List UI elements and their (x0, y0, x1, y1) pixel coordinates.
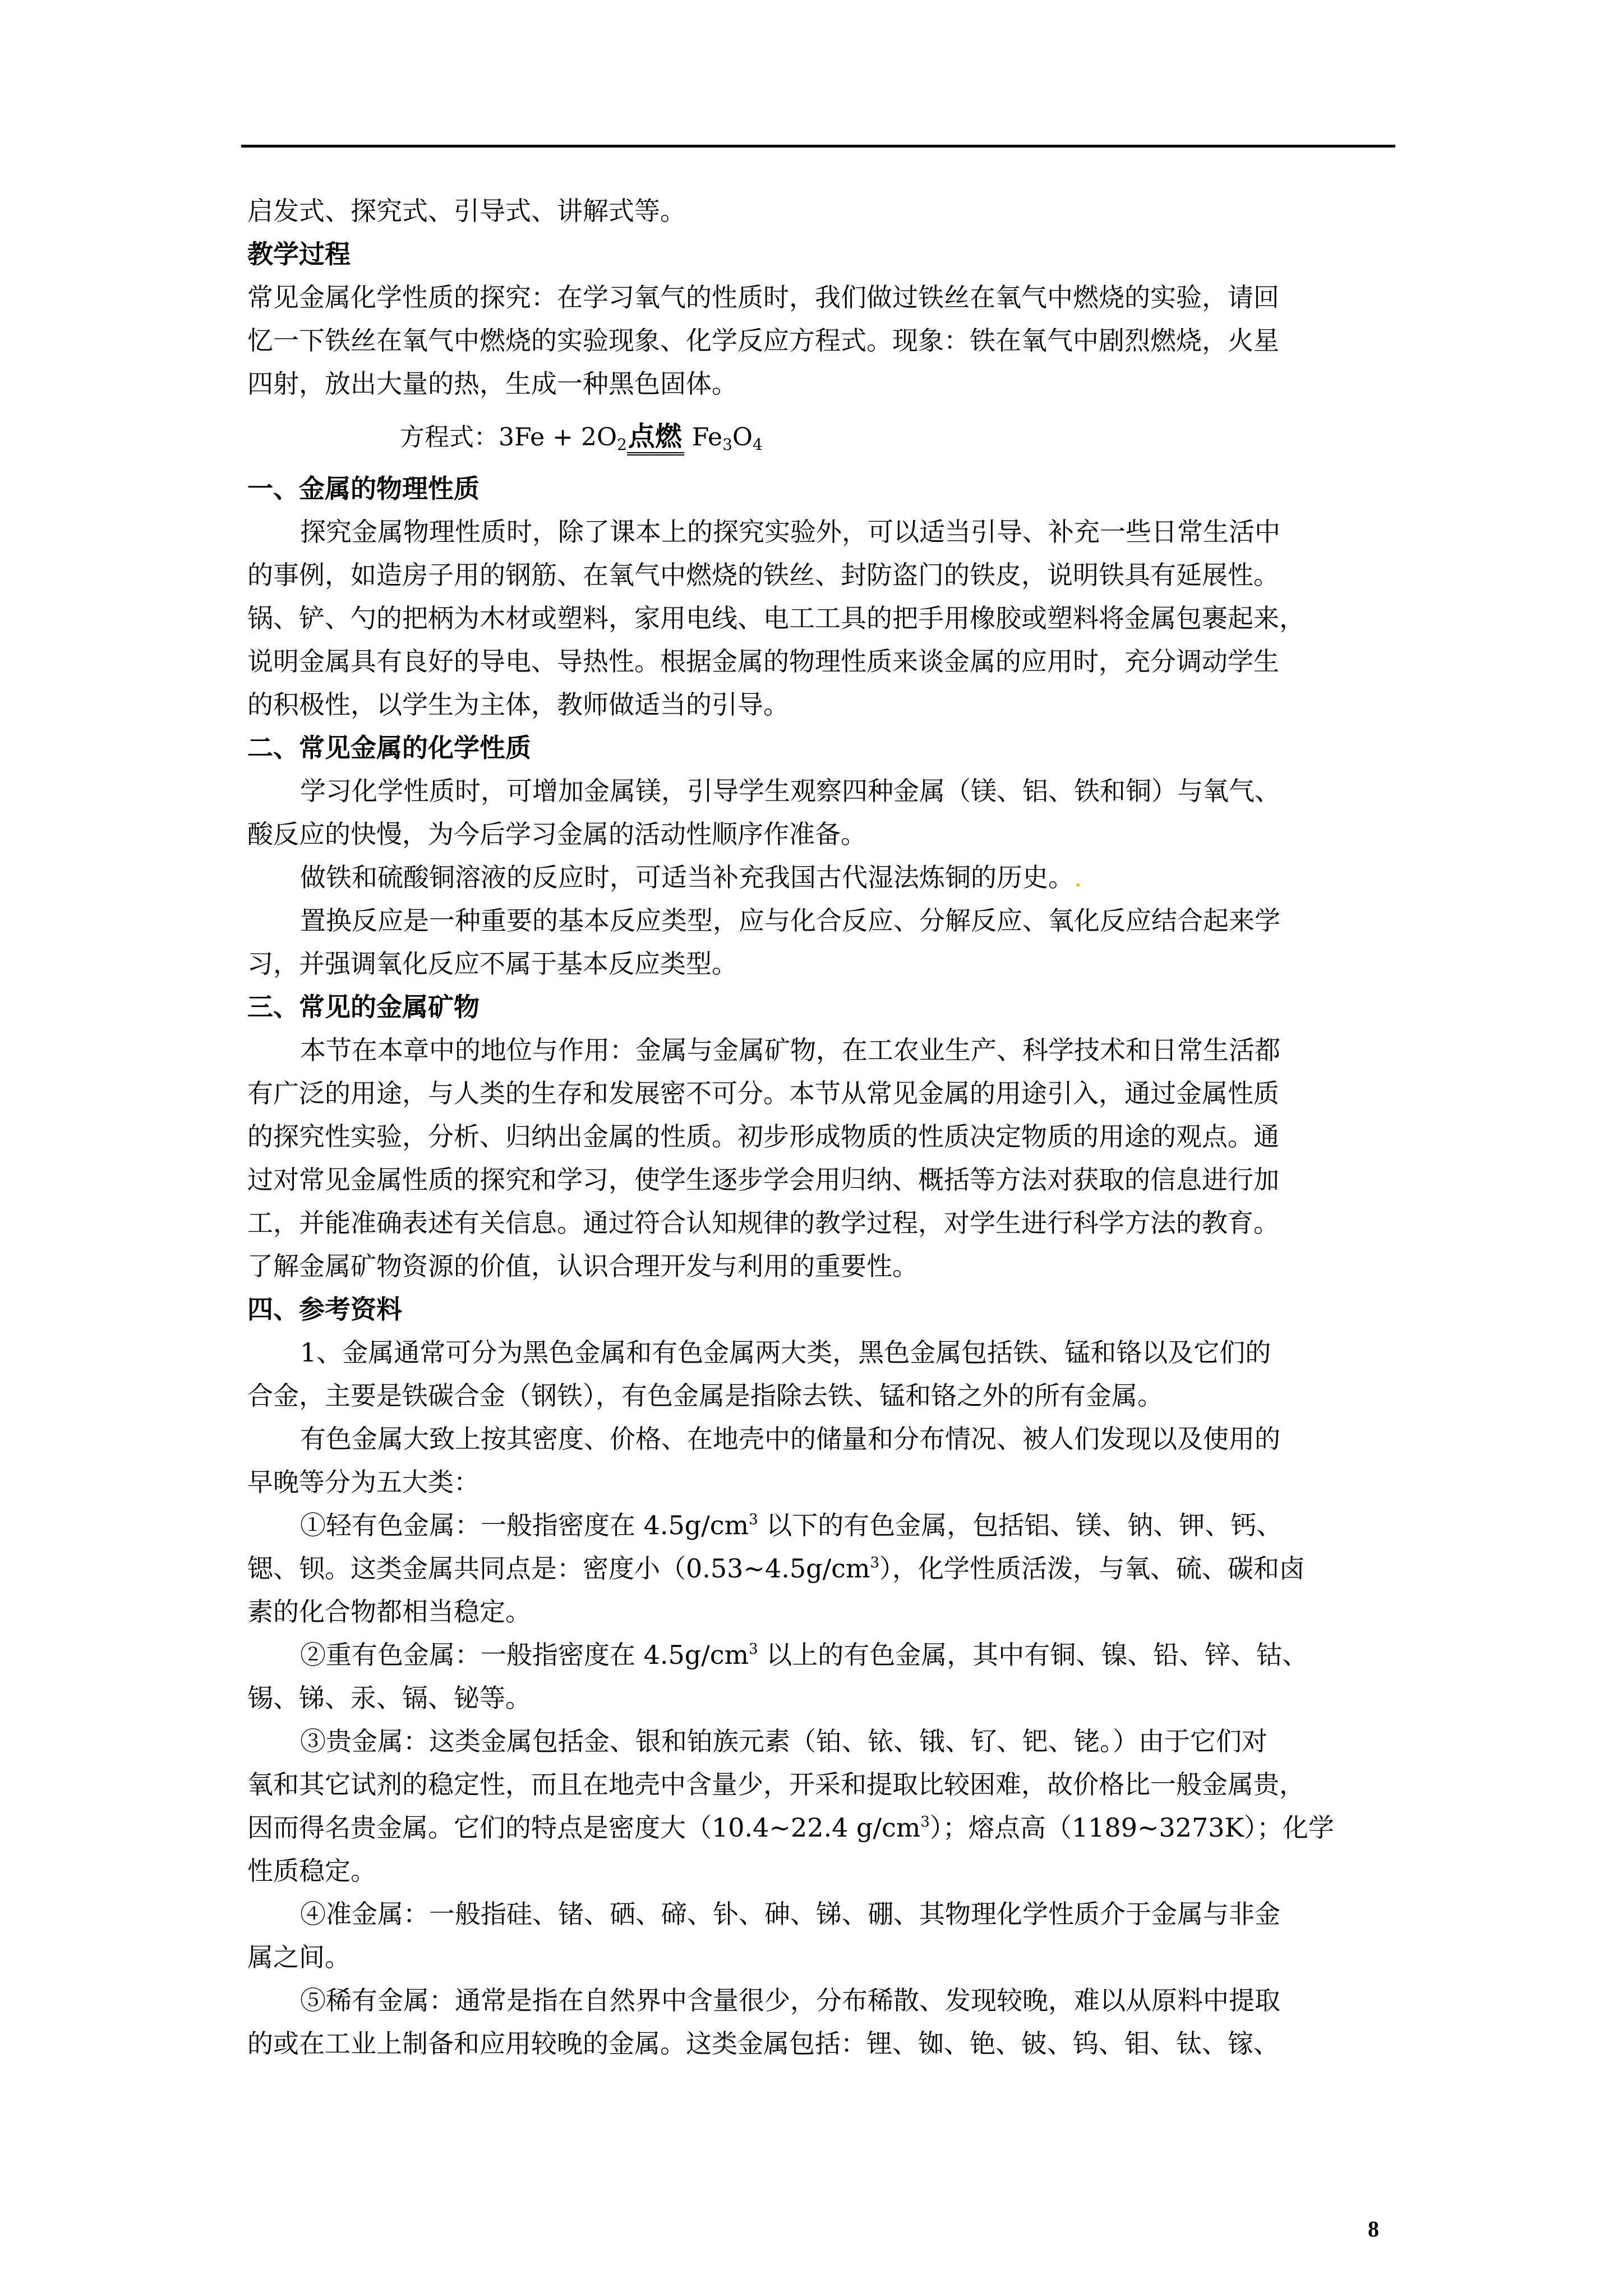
text-line: 1、金属通常可分为黑色金属和有色金属两大类，黑色金属包括铁、锰和铬以及它们的 (300, 1337, 1271, 1368)
text-line: ⑤稀有金属：通常是指在自然界中含量很少，分布稀散、发现较晚，难以从原料中提取 (300, 1985, 1280, 2016)
text-line: 有色金属大致上按其密度、价格、在地壳中的储量和分布情况、被人们发现以及使用的 (300, 1424, 1280, 1454)
text-span: ②重有色金属：一般指密度在 4.5g/cm (300, 1640, 749, 1670)
page-number: 8 (1368, 2216, 1379, 2242)
text-span: 以上的有色金属，其中有铜、镍、铅、锌、钴、 (758, 1640, 1308, 1670)
section-title-teaching-process: 教学过程 (247, 239, 351, 269)
text-span: 做铁和硫酸铜溶液的反应时，可适当补充我国古代湿法炼铜的历史。 (300, 862, 1074, 892)
text-line (247, 856, 1397, 899)
text-line (247, 1634, 1397, 1677)
text-span: ），化学性质活泼，与氧、硫、碳和卤 (879, 1553, 1305, 1584)
text-line: 启发式、探究式、引导式、讲解式等。 (247, 196, 686, 226)
text-line: 四射，放出大量的热，生成一种黑色固体。 (247, 369, 737, 399)
text-line: 学习化学性质时，可增加金属镁，引导学生观察四种金属（镁、铝、铁和铜）与氧气、 (300, 776, 1280, 806)
text-line: 锅、铲、勺的把柄为木材或塑料，家用电线、电工工具的把手用橡胶或塑料将金属包裹起来， (247, 603, 1305, 633)
text-line: 属之间。 (247, 1942, 351, 1972)
equation-subscript: 3 (722, 435, 732, 454)
text-line: ③贵金属：这类金属包括金、银和铂族元素（铂、铱、锇、钌、钯、铑。）由于它们对 (300, 1726, 1267, 1756)
text-span: ①轻有色金属：一般指密度在 4.5g/cm (300, 1510, 749, 1540)
text-line: 性质稳定。 (247, 1856, 376, 1886)
superscript: 3 (870, 1554, 879, 1571)
superscript: 3 (749, 1641, 758, 1658)
text-line: 了解金属矿物资源的价值，认识合理开发与利用的重要性。 (247, 1251, 918, 1281)
reaction-condition: 点燃 (627, 421, 684, 455)
equation-lhs: 方程式：3Fe + 2O (400, 423, 617, 452)
text-line (247, 1504, 1397, 1547)
text-line (247, 1547, 1397, 1590)
text-line: 的事例，如造房子用的钢筋、在氧气中燃烧的铁丝、封防盗门的铁皮，说明铁具有延展性。 (247, 560, 1279, 590)
text-line: 酸反应的快慢，为今后学习金属的活动性顺序作准备。 (247, 819, 866, 849)
text-line (247, 1806, 1397, 1849)
text-line: 的探究性实验，分析、归纳出金属的性质。初步形成物质的性质决定物质的用途的观点。通 (247, 1121, 1279, 1152)
text-line: 说明金属具有良好的导电、导热性。根据金属的物理性质来谈金属的应用时，充分调动学生 (247, 646, 1279, 677)
text-line: 忆一下铁丝在氧气中燃烧的实验现象、化学反应方程式。现象：铁在氧气中剧烈燃烧，火星 (247, 325, 1279, 356)
equation-subscript: 2 (617, 435, 627, 454)
text-span: 以下的有色金属，包括铝、镁、钠、钾、钙、 (758, 1510, 1283, 1540)
text-line: 习，并强调氧化反应不属于基本反应类型。 (247, 949, 737, 979)
document-body (247, 190, 1397, 2065)
section-heading-2: 二、常见金属的化学性质 (247, 733, 531, 763)
text-line: 过对常见金属性质的探究和学习，使学生逐步学会用归纳、概括等方法对获取的信息进行加 (247, 1165, 1279, 1195)
text-span: ）；熔点高（1189~3273K）；化学 (929, 1812, 1334, 1843)
chemical-equation (247, 406, 1397, 467)
text-span: 因而得名贵金属。它们的特点是密度大（10.4~22.4 g/cm (247, 1812, 921, 1843)
text-line: 早晚等分为五大类： (247, 1467, 479, 1497)
text-line: 常见金属化学性质的探究：在学习氧气的性质时，我们做过铁丝在氧气中燃烧的实验，请回 (247, 282, 1279, 312)
superscript: 3 (920, 1814, 930, 1830)
equation-rhs: Fe (684, 423, 723, 452)
text-line: 的或在工业上制备和应用较晚的金属。这类金属包括：锂、铷、铯、铍、钨、钼、钛、镓、 (247, 2028, 1279, 2059)
text-line: 合金，主要是铁碳合金（钢铁），有色金属是指除去铁、锰和铬之外的所有金属。 (247, 1381, 1163, 1411)
text-line: 本节在本章中的地位与作用：金属与金属矿物，在工农业生产、科学技术和日常生活都 (300, 1035, 1280, 1065)
text-line: 的积极性，以学生为主体，教师做适当的引导。 (247, 689, 789, 720)
text-line: ④准金属：一般指硅、锗、硒、碲、钋、砷、锑、硼、其物理化学性质介于金属与非金 (300, 1899, 1280, 1929)
text-span: 锶、钡。这类金属共同点是：密度小（0.53~4.5g/cm (247, 1553, 870, 1584)
text-line: 工，并能准确表述有关信息。通过符合认知规律的教学过程，对学生进行科学方法的教育。 (247, 1208, 1279, 1238)
stray-mark: . (1074, 862, 1082, 892)
section-heading-1: 一、金属的物理性质 (247, 473, 479, 504)
superscript: 3 (749, 1511, 758, 1528)
section-heading-3: 三、常见的金属矿物 (247, 992, 479, 1022)
section-heading-4: 四、参考资料 (247, 1294, 402, 1324)
text-line: 有广泛的用途，与人类的生存和发展密不可分。本节从常见金属的用途引入，通过金属性质 (247, 1078, 1279, 1108)
text-line: 探究金属物理性质时，除了课本上的探究实验外，可以适当引导、补充一些日常生活中 (300, 517, 1280, 547)
equation-subscript: 4 (752, 435, 763, 454)
header-rule (241, 145, 1395, 148)
text-line: 锡、锑、汞、镉、铋等。 (247, 1683, 531, 1713)
text-line: 置换反应是一种重要的基本反应类型，应与化合反应、分解反应、氧化反应结合起来学 (300, 905, 1280, 936)
equation-rhs: O (732, 423, 753, 452)
text-line: 氧和其它试剂的稳定性，而且在地壳中含量少，开采和提取比较困难，故价格比一般金属贵， (247, 1769, 1305, 1800)
text-line: 素的化合物都相当稳定。 (247, 1596, 531, 1627)
